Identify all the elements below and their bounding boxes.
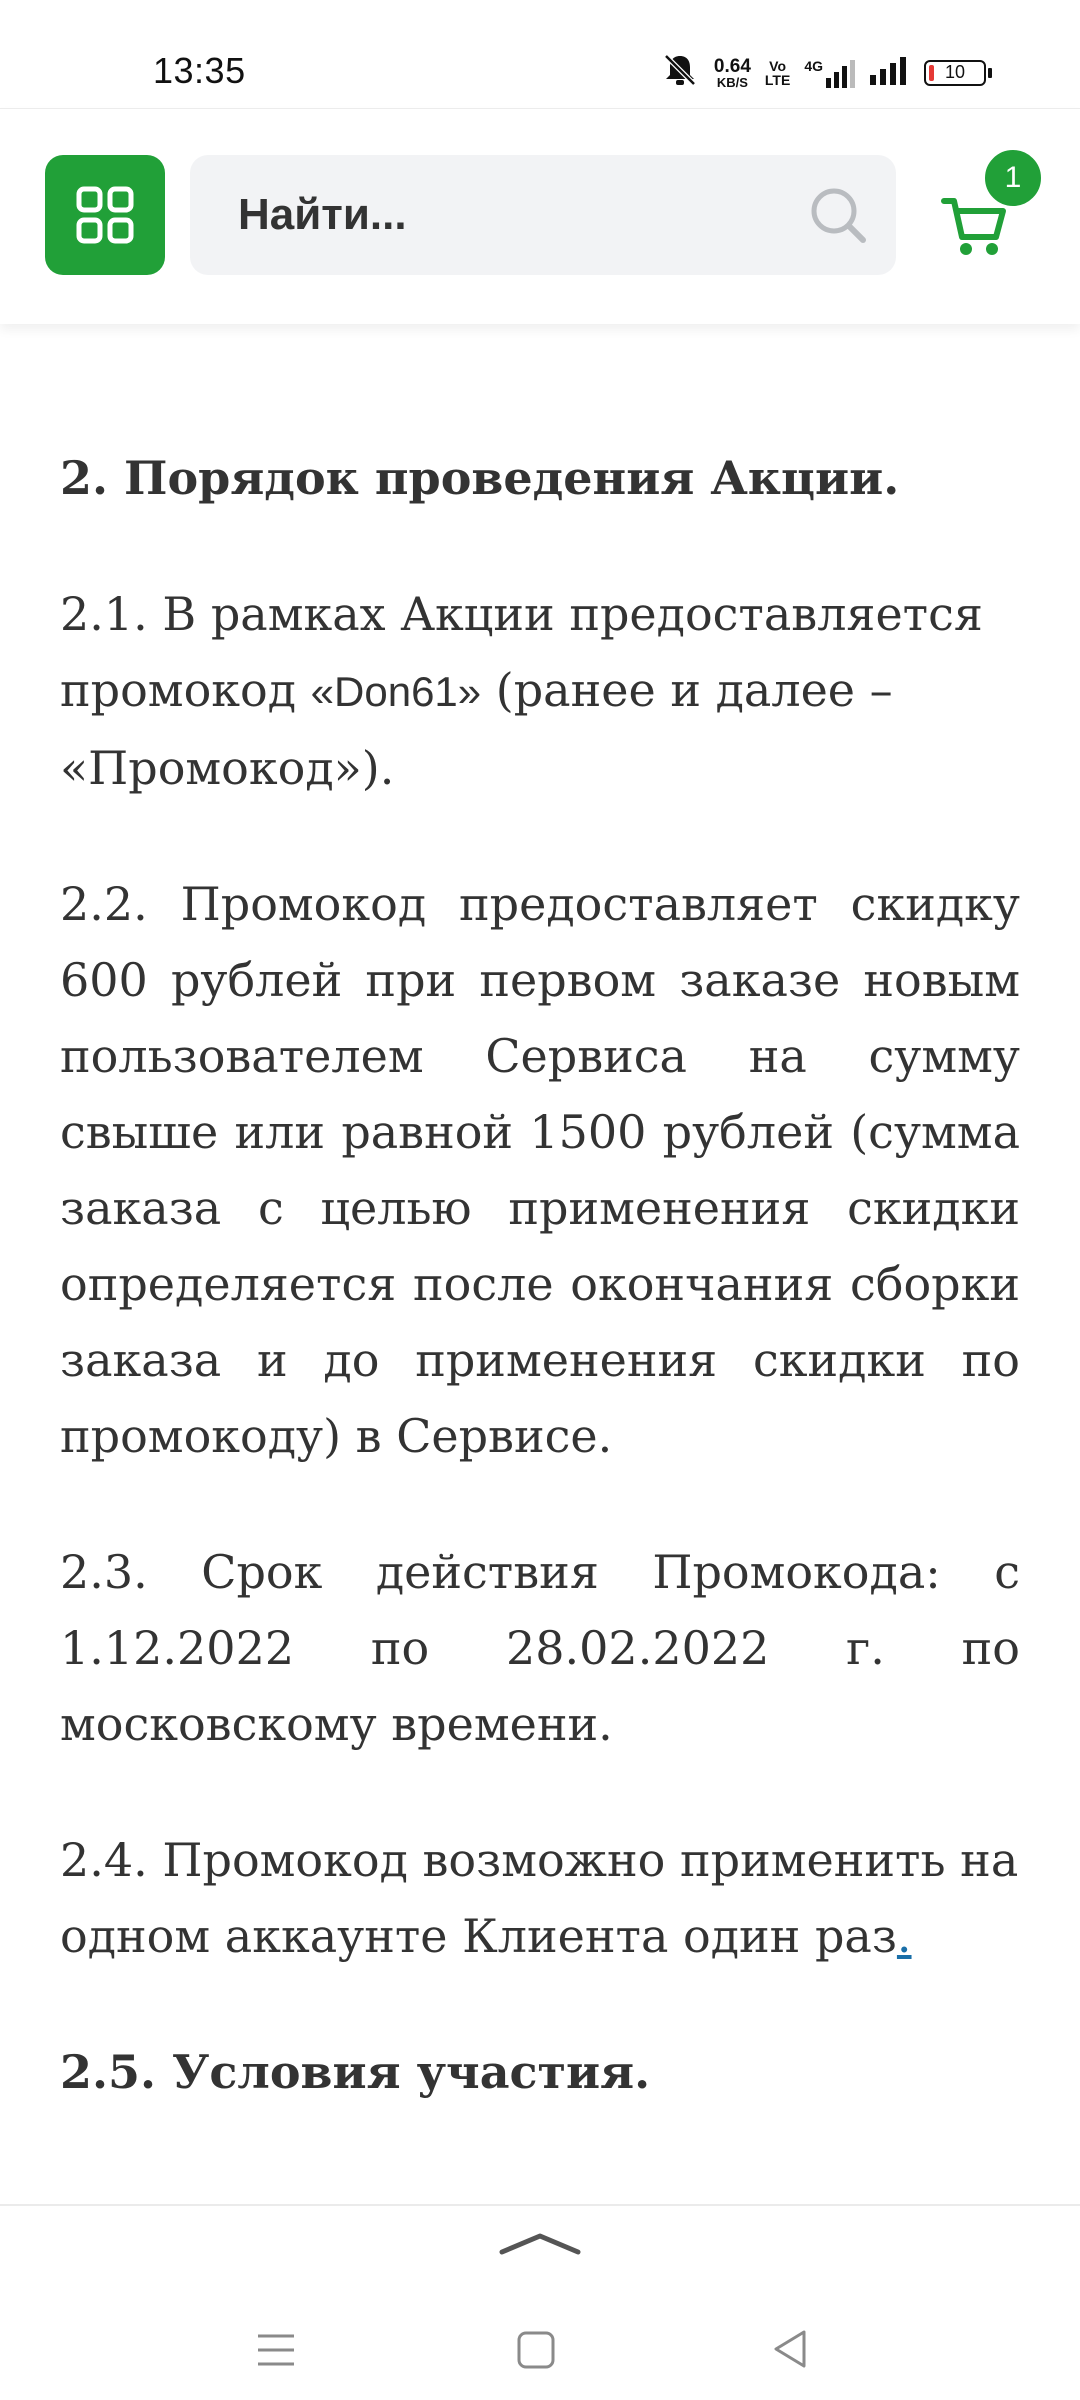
- bottom-navigation: [0, 2204, 1080, 2400]
- menu-icon[interactable]: [256, 2330, 296, 2374]
- net-speed-unit: KB/S: [716, 74, 748, 90]
- status-icons: [660, 52, 992, 93]
- network-type: 4G: [804, 57, 823, 74]
- section-heading-2-5: 2.5. Условия участия.: [60, 2045, 651, 2099]
- paragraph-2-4: [60, 1822, 1020, 1974]
- cart-count-badge[interactable]: 1: [982, 147, 1044, 209]
- paragraph-2-1: [60, 576, 1020, 806]
- p24-link[interactable]: .: [896, 1909, 912, 1963]
- paragraph-2-2: 2.2. Промокод предоставляет скидку 600 рублей при первом заказе новым пользователем Сервиса на сумму свыше или равной 1500 рублей (сумма заказа с целью применения скидки определяется после окончания сборки заказа и до применения скидки по промокоду) в Сервисе.: [60, 877, 1020, 1463]
- volte-icon: [765, 59, 790, 87]
- catalog-menu-button[interactable]: [45, 155, 165, 275]
- promo-code: «Don61»: [310, 668, 482, 715]
- header: [0, 108, 1080, 324]
- volte-top: Vo: [769, 57, 787, 74]
- chevron-up-icon[interactable]: [498, 2228, 582, 2262]
- status-bar: [0, 0, 1080, 108]
- net-speed: [714, 57, 751, 89]
- battery-level: 10: [944, 62, 966, 82]
- p21-text-a: 2.1. В рамках Акции предоставляется промокод: [60, 587, 983, 717]
- battery-icon: [924, 60, 992, 86]
- p24-text: 2.4. Промокод возможно применить на одном аккаунте Клиента один раз: [60, 1833, 1019, 1963]
- signal-icon: [870, 55, 910, 90]
- search-icon[interactable]: [808, 185, 868, 249]
- volte-bottom: LTE: [764, 71, 791, 88]
- signal-4g-icon: [804, 58, 856, 88]
- home-icon[interactable]: [516, 2330, 556, 2374]
- back-icon[interactable]: [770, 2328, 810, 2374]
- section-heading-2: 2. Порядок проведения Акции.: [60, 451, 900, 505]
- net-speed-value: 0.64: [713, 55, 751, 77]
- paragraph-2-3: 2.3. Срок действия Промокода: с 1.12.2022 по 28.02.2022 г. по московскому времени.: [60, 1545, 1020, 1751]
- promo-rules-content: [60, 440, 1020, 2170]
- search-input[interactable]: [238, 190, 758, 240]
- search-box[interactable]: [190, 155, 896, 275]
- mute-icon: [660, 52, 700, 93]
- status-time: 13:35: [153, 50, 246, 91]
- grid-icon: [76, 186, 134, 244]
- p21-text-b: (ранее и далее – «Промокод»).: [60, 663, 893, 795]
